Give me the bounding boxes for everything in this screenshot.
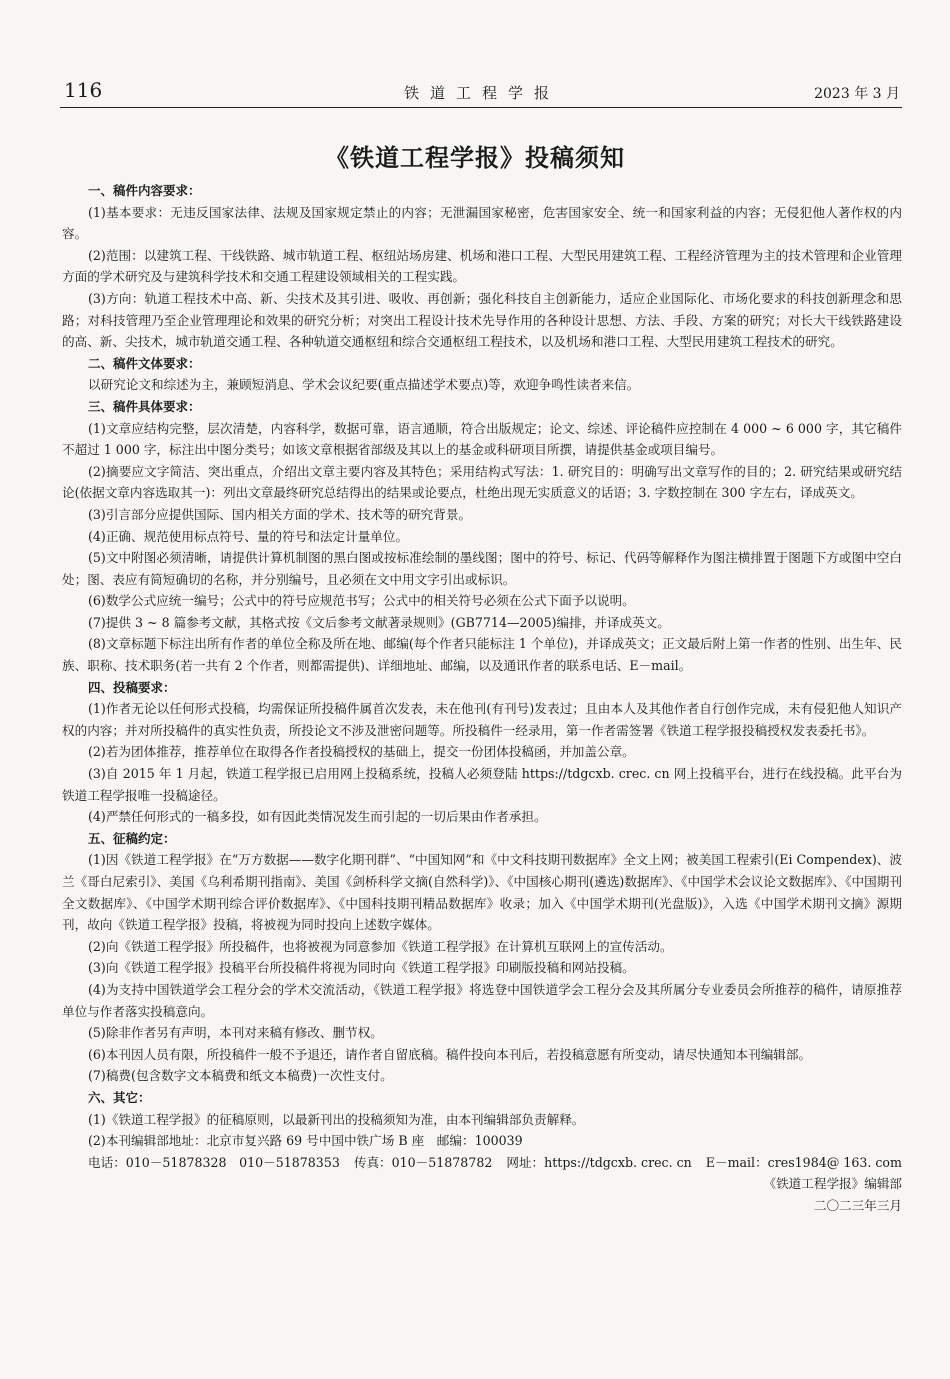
paragraph: (7)稿费(包含数字文本稿费和纸文本稿费)一次性支付。 — [88, 1068, 393, 1084]
paragraph: (3)自 2015 年 1 月起，铁道工程学报已启用网上投稿系统，投稿人必须登陆 https://tdgcxb. crec. cn 网上投稿平台，进行在线投稿。此平台为铁道工程学报唯一投稿途径。 — [62, 766, 902, 803]
paragraph: (2)摘要应文字简洁、突出重点，介绍出文章主要内容及其特色；采用结构式写法：1. 研究目的：明确写出文章写作的目的；2. 研究结果或研究结论(依据文章内容选取其一)：列出文章最终研究总结得出的结果或论要点，杜绝出现无实质意义的话语；3. 字数控制在 300 字左右，译成英文。 — [62, 463, 902, 501]
section-heading: 一、稿件内容要求： — [88, 183, 201, 198]
page-number: 116 — [64, 78, 103, 102]
paragraph: (7)提供 3 ~ 8 篇参考文献，其格式按《文后参考文献著录规则》(GB7714—2005)编排，并译成英文。 — [88, 614, 670, 630]
section-heading: 三、稿件具体要求： — [88, 398, 201, 414]
paragraph: (8)文章标题下标注出所有作者的单位全称及所在地、邮编(每个作者只能标注 1 个单位)，并译成英文；正文最后附上第一作者的性别、出生年、民族、职称、技术职务(若一共有 2 个作者，则都需提供)、详细地址、邮编，以及通讯作者的联系电话、E－mail。 — [62, 636, 902, 674]
paragraph: (6)本刊因人员有限，所投稿件一般不予退还，请作者自留底稿。稿件投向本刊后，若投稿意愿有所变动，请尽快通知本刊编辑部。 — [88, 1046, 812, 1062]
paragraph: 以研究论文和综述为主，兼顾短消息、学术会议纪要(重点描述学术要点)等，欢迎争鸣性读者来信。 — [88, 377, 640, 393]
paragraph: (1)因《铁道工程学报》在“万方数据——数字化期刊群”、“中国知网”和《中文科技期刊数据库》全文上网；被美国工程索引(Ei Compendex)、波兰《哥白尼索引》、美国《乌利希期刊指南》、美国《剑桥科学文摘(自然科学)》、《中国核心期刊(遴选)数据库》、《中国学术会议论文数据库》、《中国期刊全文数据库》、《中国学术期刊综合评价数据库》、《中国科技期刊精品数据库》收录；加入《中国学术期刊(光盘版)》，入选《中国学术期刊文摘》源期刊，故向《铁道工程学报》投稿，将被视为同时投向上述数字媒体。 — [62, 852, 902, 933]
paragraph: (6)数学公式应统一编号；公式中的符号应规范书写；公式中的相关符号必须在公式下面予以说明。 — [88, 593, 635, 609]
article-body — [62, 180, 902, 1217]
paragraph: (3)方向：轨道工程技术中高、新、尖技术及其引进、吸收、再创新；强化科技自主创新能力，适应企业国际化、市场化要求的科技创新理念和思路；对科技管理乃至企业管理理论和效果的研究分析；对突出工程设计技术先导作用的各种设计思想、方法、手段、方案的研究；对长大干线铁路建设的高、新、尖技术，城市轨道交通工程、各种轨道交通枢纽和综合交通枢纽工程技术，以及机场和港口工程、大型民用建筑工程技术的研究。 — [62, 290, 902, 350]
paragraph: (4)为支持中国铁道学会工程分会的学术交流活动，《铁道工程学报》将选登中国铁道学会工程分会及其所属分专业委员会所推荐的稿件，请原推荐单位与作者落实投稿意向。 — [62, 981, 902, 1019]
journal-name: 铁道工程学报 — [403, 84, 560, 102]
paragraph: (1)基本要求：无违反国家法律、法规及国家规定禁止的内容；无泄漏国家秘密，危害国家安全、统一和国家利益的内容；无侵犯他人著作权的内容。 — [62, 204, 902, 242]
paragraph: (4)正确、规范使用标点符号、量的符号和法定计量单位。 — [88, 528, 409, 544]
paragraph: (3)向《铁道工程学报》投稿平台所投稿件将视为同时向《铁道工程学报》印刷版投稿和网站投稿。 — [88, 960, 635, 976]
signature-date: 二〇二三年三月 — [813, 1197, 902, 1213]
fax-number: 传真：010－51878782 — [353, 1154, 493, 1170]
paragraph: (2)本刊编辑部地址：北京市复兴路 69 号中国中铁广场 B 座 邮编：100039 — [88, 1133, 523, 1149]
email-address[interactable]: E－mail：cres1984@ 163. com — [705, 1154, 902, 1170]
contact-line — [62, 1152, 902, 1174]
issue-date: 2023 年 3 月 — [814, 86, 900, 102]
section-heading: 二、稿件文体要求： — [88, 355, 201, 371]
paragraph: (1)作者无论以任何形式投稿，均需保证所投稿件属首次发表，未在他刊(有刊号)发表过；且由本人及其他作者自行创作完成，未有侵犯他人知识产权的内容；并对所投稿件的真实性负责，所投论文不涉及泄密问题等。所投稿件一经录用，第一作者需签署《铁道工程学报投稿授权发表委托书》。 — [62, 701, 902, 738]
section-heading: 四、投稿要求： — [88, 679, 176, 695]
website-link[interactable]: 网址：https://tdgcxb. crec. cn — [506, 1154, 692, 1170]
page-title: 《铁道工程学报》投稿须知 — [325, 144, 625, 172]
phone-numbers: 电话：010－51878328 010－51878353 — [88, 1154, 340, 1170]
paragraph: (5)除非作者另有声明，本刊对来稿有修改、删节权。 — [88, 1025, 383, 1041]
running-header — [64, 78, 900, 104]
paragraph: (4)严禁任何形式的一稿多投，如有因此类情况发生而引起的一切后果由作者承担。 — [88, 809, 547, 825]
section-heading: 六、其它： — [88, 1089, 151, 1105]
signature-editor: 《铁道工程学报》编辑部 — [763, 1176, 902, 1192]
paragraph: (2)范围：以建筑工程、干线铁路、城市轨道工程、枢纽站场房建、机场和港口工程、大型民用建筑工程、工程经济管理为主的技术管理和企业管理方面的学术研究及与建筑科学技术和交通工程建设领域相关的工程实践。 — [62, 247, 902, 285]
paragraph: (1)《铁道工程学报》的征稿原则，以最新刊出的投稿须知为准，由本刊编辑部负责解释。 — [88, 1111, 585, 1127]
paragraph: (2)若为团体推荐，推荐单位在取得各作者投稿授权的基础上，提交一份团体投稿函，并加盖公章。 — [88, 744, 635, 760]
header-rule — [60, 107, 902, 108]
section-heading: 五、征稿约定： — [88, 830, 176, 846]
paragraph: (5)文中附图必须清晰，请提供计算机制图的黑白图或按标准绘制的墨线图；图中的符号、标记、代码等解释作为图注横排置于图题下方或图中空白处；图、表应有简短确切的名称，并分别编号，且必须在文中用文字引出或标识。 — [62, 550, 902, 587]
paragraph: (2)向《铁道工程学报》所投稿件，也将被视为同意参加《铁道工程学报》在计算机互联网上的宣传活动。 — [88, 938, 673, 954]
paragraph: (3)引言部分应提供国际、国内相关方面的学术、技术等的研究背景。 — [88, 506, 472, 522]
paragraph: (1)文章应结构完整，层次清楚，内容科学，数据可靠，语言通顺，符合出版规定；论文、综述、评论稿件应控制在 4 000 ~ 6 000 字，其它稿件不超过 1 000 字，标注出中图分类号；如该文章根据省部级及其以上的基金或科研项目所撰，请提供基金或项目编号。 — [62, 420, 902, 458]
